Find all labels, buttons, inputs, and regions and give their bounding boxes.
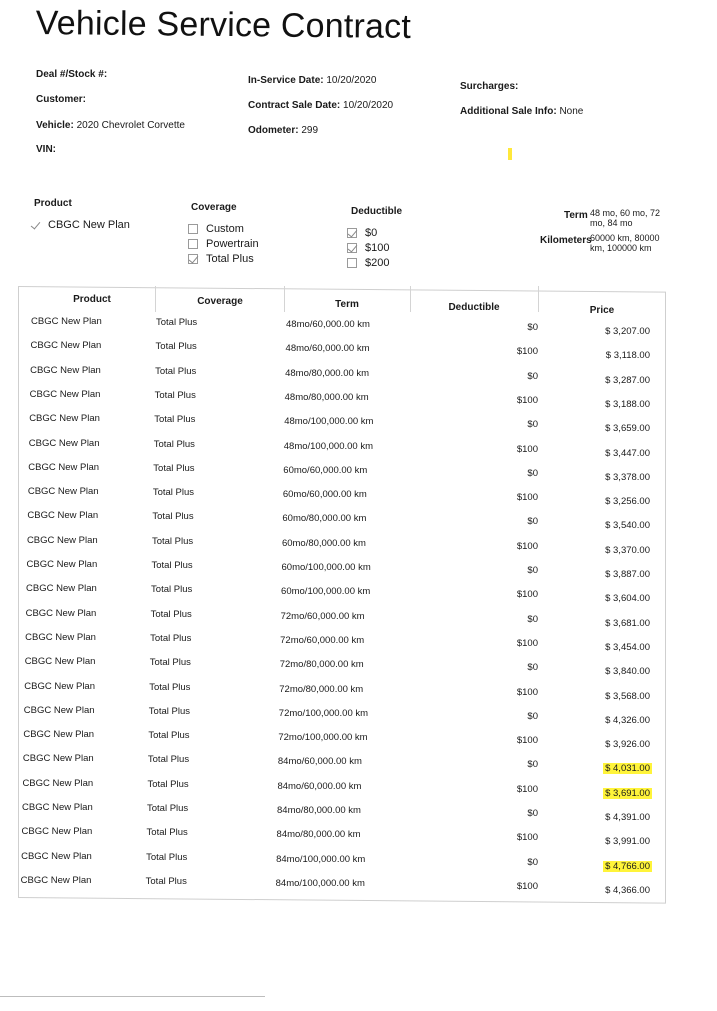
header-term: Term <box>335 299 359 310</box>
table-row <box>18 510 666 534</box>
cell-coverage: Total Plus <box>146 827 188 839</box>
deal-stock-field <box>36 69 107 80</box>
cell-price: $ 4,031.00 <box>605 763 650 775</box>
cell-price: $ 4,766.00 <box>605 860 650 872</box>
table-row <box>18 559 666 583</box>
in-service-field <box>248 75 376 86</box>
cell-deductible: $0 <box>527 467 538 479</box>
cell-coverage: Total Plus <box>151 584 193 596</box>
cell-deductible: $100 <box>516 783 538 795</box>
cell-term: 84mo/100,000.00 km <box>276 853 366 865</box>
cell-product: CBGC New Plan <box>21 826 93 838</box>
table-row <box>18 365 666 389</box>
cell-deductible: $100 <box>516 492 538 504</box>
cell-price: $ 3,207.00 <box>605 326 650 337</box>
cell-coverage: Total Plus <box>146 851 188 863</box>
cell-deductible: $0 <box>527 322 538 333</box>
product-checkbox[interactable] <box>30 220 40 230</box>
cell-deductible: $100 <box>516 880 538 892</box>
cell-deductible: $0 <box>527 565 538 576</box>
cell-product: CBGC New Plan <box>30 364 101 376</box>
cell-coverage: Total Plus <box>155 341 197 353</box>
table-row <box>18 681 666 705</box>
cell-price: $ 3,370.00 <box>605 544 650 556</box>
deductible-option-0[interactable] <box>347 227 377 239</box>
cell-price: $ 3,378.00 <box>605 471 650 483</box>
cell-term: 60mo/100,000.00 km <box>281 562 371 573</box>
cell-deductible: $100 <box>516 443 538 455</box>
cell-term: 72mo/80,000.00 km <box>279 659 364 671</box>
cell-product: CBGC New Plan <box>25 631 96 643</box>
cell-coverage: Total Plus <box>153 438 195 450</box>
price-table <box>18 286 666 898</box>
cell-term: 72mo/100,000.00 km <box>278 707 369 719</box>
deductible-section-label: Deductible <box>351 206 403 217</box>
table-row <box>18 875 666 899</box>
deductible-100-label: $100 <box>365 242 390 254</box>
table-row <box>18 413 666 437</box>
cell-coverage: Total Plus <box>151 560 193 571</box>
cell-coverage: Total Plus <box>145 875 187 887</box>
cell-deductible: $0 <box>527 856 538 868</box>
table-row <box>18 632 666 656</box>
cell-price: $ 3,256.00 <box>605 496 650 508</box>
table-row <box>18 778 666 802</box>
highlighter-mark <box>508 148 512 160</box>
cell-deductible: $0 <box>527 516 538 528</box>
table-row <box>18 340 666 364</box>
cell-deductible: $0 <box>527 710 538 722</box>
header-deductible: Deductible <box>448 302 500 313</box>
cell-product: CBGC New Plan <box>23 704 95 716</box>
deductible-option-100[interactable] <box>347 242 389 254</box>
cell-deductible: $100 <box>516 346 538 358</box>
table-row <box>18 729 666 753</box>
cell-product: CBGC New Plan <box>26 559 98 570</box>
coverage-custom-checkbox[interactable] <box>188 224 198 234</box>
cell-price: $ 4,326.00 <box>605 714 650 726</box>
deductible-0-label: $0 <box>365 227 378 239</box>
table-row <box>18 802 666 826</box>
cell-coverage: Total Plus <box>148 730 190 742</box>
cell-coverage: Total Plus <box>153 462 195 474</box>
cell-term: 84mo/60,000.00 km <box>277 756 362 768</box>
cell-term: 72mo/100,000.00 km <box>278 732 368 744</box>
cell-price: $ 3,991.00 <box>605 836 650 848</box>
odometer-field <box>248 125 318 136</box>
cell-product: CBGC New Plan <box>26 583 97 595</box>
cell-term: 60mo/100,000.00 km <box>281 586 371 598</box>
odometer-value: 299 <box>301 125 319 136</box>
cell-term: 60mo/80,000.00 km <box>281 537 366 549</box>
cell-coverage: Total Plus <box>152 511 194 523</box>
coverage-custom-label: Custom <box>206 223 244 235</box>
cell-product: CBGC New Plan <box>22 753 94 765</box>
coverage-powertrain-checkbox[interactable] <box>188 239 198 249</box>
product-section-label: Product <box>34 198 72 209</box>
cell-price: $ 3,887.00 <box>605 569 650 580</box>
cell-product: CBGC New Plan <box>24 656 96 668</box>
deductible-0-checkbox[interactable] <box>347 228 357 238</box>
cell-term: 48mo/80,000.00 km <box>284 391 369 403</box>
cell-deductible: $0 <box>527 419 538 431</box>
table-row <box>18 535 666 559</box>
cell-deductible: $100 <box>516 589 538 601</box>
table-row <box>18 462 666 486</box>
table-row <box>18 316 666 340</box>
cell-price: $ 3,691.00 <box>605 787 650 799</box>
cell-product: CBGC New Plan <box>27 486 99 498</box>
cell-product: CBGC New Plan <box>29 388 101 400</box>
cell-price: $ 3,118.00 <box>605 350 650 362</box>
cell-price: $ 3,287.00 <box>605 374 650 386</box>
contract-sale-label: Contract Sale Date: <box>248 100 341 111</box>
page-title: Vehicle Service Contract <box>35 4 412 46</box>
coverage-powertrain-label: Powertrain <box>206 238 259 250</box>
cell-coverage: Total Plus <box>150 632 192 644</box>
cell-term: 72mo/60,000.00 km <box>280 634 365 646</box>
surcharges-label: Surcharges: <box>460 81 519 92</box>
cell-price: $ 3,447.00 <box>605 447 650 459</box>
term-value: 48 mo, 60 mo, 72 mo, 84 mo <box>590 208 661 228</box>
cell-coverage: Total Plus <box>154 414 196 426</box>
cell-deductible: $0 <box>527 662 538 674</box>
cell-term: 84mo/80,000.00 km <box>276 829 361 841</box>
cell-coverage: Total Plus <box>147 803 189 814</box>
cell-product: CBGC New Plan <box>29 413 100 425</box>
table-row <box>18 753 666 777</box>
table-row <box>18 438 666 462</box>
cell-coverage: Total Plus <box>152 487 195 499</box>
term-label: Term <box>564 210 588 221</box>
cell-product: CBGC New Plan <box>21 850 92 862</box>
customer-field <box>36 94 86 105</box>
cell-coverage: Total Plus <box>156 317 198 328</box>
cell-price: $ 3,659.00 <box>605 423 650 435</box>
cell-product: CBGC New Plan <box>31 316 102 327</box>
cell-price: $ 3,454.00 <box>605 641 650 653</box>
additional-info-value: None <box>559 106 584 117</box>
deductible-200-checkbox[interactable] <box>347 258 357 268</box>
cell-price: $ 4,391.00 <box>605 812 650 823</box>
cell-coverage: Total Plus <box>147 754 190 766</box>
cell-term: 48mo/60,000.00 km <box>285 343 370 355</box>
header-product: Product <box>73 294 111 305</box>
kilometers-value: 60000 km, 80000 km, 100000 km <box>590 233 660 253</box>
additional-info-field <box>460 106 583 117</box>
coverage-option-custom[interactable] <box>188 223 244 235</box>
product-option-label: CBGC New Plan <box>48 219 130 231</box>
cell-term: 72mo/60,000.00 km <box>280 610 365 622</box>
deductible-100-checkbox[interactable] <box>347 243 357 253</box>
cell-product: CBGC New Plan <box>28 437 100 449</box>
table-row <box>18 851 666 875</box>
coverage-total-plus-label: Total Plus <box>206 253 254 265</box>
cell-product: CBGC New Plan <box>30 340 102 352</box>
table-row <box>18 826 666 850</box>
cell-deductible: $0 <box>527 613 538 625</box>
coverage-section-label: Coverage <box>191 202 237 213</box>
in-service-label: In-Service Date: <box>248 75 324 86</box>
cell-product: CBGC New Plan <box>26 534 98 546</box>
product-option[interactable] <box>30 219 130 231</box>
cell-product: CBGC New Plan <box>23 729 95 741</box>
cell-deductible: $100 <box>516 735 538 747</box>
cell-deductible: $0 <box>527 808 538 819</box>
cell-term: 60mo/60,000.00 km <box>282 489 367 501</box>
cell-coverage: Total Plus <box>149 657 191 669</box>
cell-deductible: $0 <box>527 370 538 382</box>
coverage-option-total-plus[interactable] <box>188 253 254 265</box>
cell-deductible: $100 <box>516 540 538 552</box>
cell-price: $ 3,540.00 <box>605 520 650 532</box>
cell-product: CBGC New Plan <box>27 510 99 522</box>
cell-price: $ 3,188.00 <box>605 398 650 410</box>
cell-term: 84mo/100,000.00 km <box>275 877 365 889</box>
contract-sale-value: 10/20/2020 <box>343 100 394 111</box>
cell-deductible: $0 <box>527 759 538 771</box>
cell-coverage: Total Plus <box>149 681 191 693</box>
table-row <box>18 656 666 680</box>
cell-term: 84mo/60,000.00 km <box>277 780 362 792</box>
cell-price: $ 4,366.00 <box>605 884 650 896</box>
in-service-value: 10/20/2020 <box>326 75 377 86</box>
cell-price: $ 3,604.00 <box>605 593 650 605</box>
cell-term: 60mo/80,000.00 km <box>282 513 367 525</box>
cell-coverage: Total Plus <box>151 535 194 547</box>
header-price: Price <box>589 305 615 316</box>
header-coverage: Coverage <box>197 296 243 307</box>
vin-label: VIN: <box>36 144 56 155</box>
cell-product: CBGC New Plan <box>22 802 93 813</box>
cell-deductible: $100 <box>516 394 538 406</box>
cell-deductible: $100 <box>516 832 538 844</box>
cell-product: CBGC New Plan <box>22 777 94 789</box>
cell-coverage: Total Plus <box>147 778 189 790</box>
table-row <box>18 486 666 510</box>
table-row <box>18 705 666 729</box>
customer-label: Customer: <box>36 94 87 105</box>
cell-coverage: Total Plus <box>148 705 190 717</box>
cell-coverage: Total Plus <box>154 389 196 401</box>
cell-term: 48mo/100,000.00 km <box>284 416 374 428</box>
kilometers-label: Kilometers <box>540 235 592 246</box>
vehicle-label: Vehicle: <box>36 120 74 131</box>
cell-product: CBGC New Plan <box>25 607 97 619</box>
cell-term: 60mo/60,000.00 km <box>283 464 368 476</box>
cell-price: $ 3,840.00 <box>605 666 650 678</box>
table-row <box>18 583 666 607</box>
cell-term: 48mo/80,000.00 km <box>285 367 370 379</box>
table-row <box>18 608 666 632</box>
deal-stock-label: Deal #/Stock #: <box>36 69 108 80</box>
cell-term: 84mo/80,000.00 km <box>277 805 361 816</box>
coverage-option-powertrain[interactable] <box>188 238 259 250</box>
additional-info-label: Additional Sale Info: <box>460 106 557 117</box>
cell-product: CBGC New Plan <box>28 461 100 473</box>
cell-price: $ 3,568.00 <box>605 690 650 702</box>
surcharges-field <box>460 81 518 92</box>
cell-price: $ 3,926.00 <box>605 739 650 751</box>
table-row <box>18 389 666 413</box>
cell-price: $ 3,681.00 <box>605 617 650 629</box>
coverage-total-plus-checkbox[interactable] <box>188 254 198 264</box>
deductible-option-200[interactable] <box>347 257 389 269</box>
contract-sale-field <box>248 100 393 111</box>
bottom-rule <box>0 996 265 997</box>
cell-coverage: Total Plus <box>150 608 192 620</box>
cell-term: 48mo/100,000.00 km <box>283 440 374 452</box>
cell-product: CBGC New Plan <box>24 680 95 692</box>
cell-coverage: Total Plus <box>155 365 197 377</box>
cell-product: CBGC New Plan <box>20 874 92 886</box>
vin-field <box>36 144 56 155</box>
odometer-label: Odometer: <box>248 125 299 136</box>
cell-term: 72mo/80,000.00 km <box>279 683 364 695</box>
cell-deductible: $100 <box>516 637 538 649</box>
vehicle-field <box>36 120 185 131</box>
cell-deductible: $100 <box>516 686 538 698</box>
vehicle-value: 2020 Chevrolet Corvette <box>76 120 185 131</box>
cell-term: 48mo/60,000.00 km <box>286 319 370 330</box>
deductible-200-label: $200 <box>365 257 390 269</box>
